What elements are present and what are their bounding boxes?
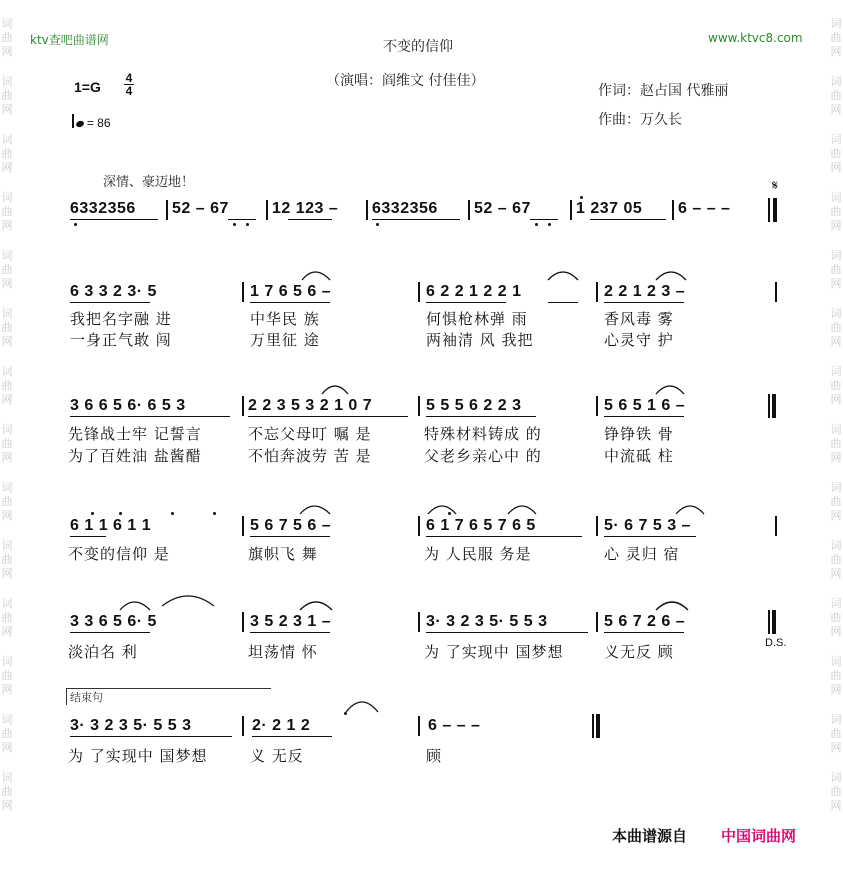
high-octave-dot xyxy=(448,512,451,515)
watermark-char: 曲 xyxy=(1,89,13,102)
slur xyxy=(300,506,330,514)
watermark-char: 词 xyxy=(830,249,842,262)
beam xyxy=(604,632,684,633)
final-barline-thin xyxy=(592,714,594,738)
watermark-char: 词 xyxy=(1,365,13,378)
beam xyxy=(372,219,460,220)
beam xyxy=(70,736,232,737)
watermark-char: 网 xyxy=(830,567,842,580)
watermark-char: 词 xyxy=(1,133,13,146)
slur xyxy=(302,272,330,280)
watermark-char: 曲 xyxy=(1,321,13,334)
barline xyxy=(242,716,244,736)
slur xyxy=(508,506,536,514)
barline xyxy=(468,200,470,220)
da-segno-marking: D.S. xyxy=(765,637,787,649)
right-watermark-strip xyxy=(829,0,843,873)
row-3-lyric1-0: 不变的信仰 是 xyxy=(68,545,170,563)
final-barline xyxy=(596,714,600,738)
watermark-char: 曲 xyxy=(1,31,13,44)
watermark-char: 词 xyxy=(1,713,13,726)
watermark-char: 曲 xyxy=(1,785,13,798)
watermark-char: 曲 xyxy=(830,437,842,450)
barline xyxy=(266,200,268,220)
composer: 作曲：万久长 xyxy=(598,112,682,128)
watermark-char: 网 xyxy=(1,567,13,580)
watermark-char: 曲 xyxy=(1,437,13,450)
barline xyxy=(570,200,572,220)
watermark-char: 词 xyxy=(1,307,13,320)
beam xyxy=(252,736,332,737)
watermark-char: 曲 xyxy=(830,379,842,392)
row-2-lyric2-2: 父老乡亲心中 的 xyxy=(424,447,542,465)
watermark-char: 曲 xyxy=(1,669,13,682)
row-1-lyric1-1: 中华民 族 xyxy=(250,310,320,328)
watermark-char: 词 xyxy=(830,307,842,320)
tempo-value: = 86 xyxy=(86,116,111,130)
row-1-lyric2-2: 两袖清 风 我把 xyxy=(426,331,534,349)
watermark-char: 网 xyxy=(830,103,842,116)
song-title: 不变的信仰 xyxy=(383,39,453,55)
slur xyxy=(656,602,688,610)
row-0-bar-3: 6332356 xyxy=(372,200,438,217)
row-2-lyric1-2: 特殊材料铸成 的 xyxy=(424,425,542,443)
barline xyxy=(242,282,244,302)
beam xyxy=(228,219,256,220)
watermark-char: 曲 xyxy=(1,611,13,624)
watermark-char: 网 xyxy=(1,741,13,754)
watermark-char: 曲 xyxy=(830,147,842,160)
barline xyxy=(418,716,420,736)
row-3-lyric1-2: 为 人民服 务是 xyxy=(424,545,532,563)
beam xyxy=(548,302,578,303)
high-octave-dot xyxy=(213,512,216,515)
watermark-char: 网 xyxy=(1,509,13,522)
watermark-char: 词 xyxy=(1,655,13,668)
watermark-char: 曲 xyxy=(830,321,842,334)
watermark-char: 词 xyxy=(830,17,842,30)
watermark-char: 曲 xyxy=(1,205,13,218)
barline xyxy=(672,200,674,220)
watermark-char: 曲 xyxy=(830,785,842,798)
repeat-barline xyxy=(768,394,770,418)
watermark-char: 词 xyxy=(830,481,842,494)
watermark-char: 网 xyxy=(830,509,842,522)
watermark-char: 网 xyxy=(1,625,13,638)
lyricist: 作词：赵占国 代雅丽 xyxy=(598,83,729,99)
watermark-char: 词 xyxy=(830,771,842,784)
watermark-char: 词 xyxy=(830,133,842,146)
watermark-char: 网 xyxy=(1,683,13,696)
watermark-char: 词 xyxy=(1,191,13,204)
watermark-char: 网 xyxy=(830,741,842,754)
watermark-char: 网 xyxy=(1,103,13,116)
row-0-bar-1: 52 – 67 xyxy=(172,200,229,217)
repeat-barline xyxy=(768,610,770,634)
beam xyxy=(70,219,158,220)
slur xyxy=(346,702,378,712)
watermark-char: 网 xyxy=(1,161,13,174)
slur xyxy=(656,386,684,394)
watermark-char: 曲 xyxy=(1,379,13,392)
row-4-lyric1-3: 义无反 顾 xyxy=(604,643,674,661)
row-5-bar-1: 2· 2 1 2 xyxy=(252,717,311,734)
watermark-char: 词 xyxy=(1,423,13,436)
watermark-char: 曲 xyxy=(830,495,842,508)
watermark-char: 曲 xyxy=(1,147,13,160)
low-octave-dot xyxy=(246,223,249,226)
high-octave-dot xyxy=(119,512,122,515)
slur xyxy=(548,272,578,280)
row-0-bar-5: 1 237 05 xyxy=(576,200,643,217)
beam xyxy=(590,219,666,220)
ending-label: 结束句 xyxy=(70,691,103,704)
repeat-barline-thick xyxy=(772,394,776,418)
barline xyxy=(596,516,598,536)
watermark-char: 曲 xyxy=(1,727,13,740)
row-2-lyric2-0: 为了百姓油 盐酱醋 xyxy=(68,447,202,465)
beam xyxy=(604,536,696,537)
watermark-char: 网 xyxy=(830,161,842,174)
barline xyxy=(418,612,420,632)
row-2-bar-3: 5 6 5 1 6 – xyxy=(604,397,686,414)
row-2-bar-2: 5 5 5 6 2 2 3 xyxy=(426,397,522,414)
watermark-char: 网 xyxy=(830,799,842,812)
row-5-bar-2: 6 – – – xyxy=(428,717,481,734)
high-octave-dot xyxy=(171,512,174,515)
beam xyxy=(604,302,684,303)
quarter-note-stem-icon xyxy=(72,114,74,128)
row-0-bar-0: 6332356 xyxy=(70,200,136,217)
row-0-bar-6: 6 – – – xyxy=(678,200,731,217)
high-octave-dot xyxy=(580,196,583,199)
row-1-lyric2-3: 心灵守 护 xyxy=(604,331,674,349)
watermark-char: 网 xyxy=(1,393,13,406)
beam xyxy=(426,632,588,633)
row-4-lyric1-1: 坦荡情 怀 xyxy=(248,643,318,661)
row-5-lyric1-2: 顾 xyxy=(426,747,443,765)
quarter-note-icon xyxy=(75,120,85,128)
tempo-marking xyxy=(72,114,111,130)
watermark-char: 曲 xyxy=(830,611,842,624)
meter-bottom: 4 xyxy=(125,84,133,98)
row-1-lyric1-3: 香风毒 雾 xyxy=(604,310,674,328)
meter-top: 4 xyxy=(125,71,133,85)
barline xyxy=(366,200,368,220)
barline xyxy=(418,282,420,302)
row-4-lyric1-0: 淡泊名 利 xyxy=(68,643,138,661)
watermark-char: 网 xyxy=(1,277,13,290)
row-2-lyric1-0: 先锋战士牢 记誓言 xyxy=(68,425,202,443)
row-2-lyric1-3: 铮铮铁 骨 xyxy=(604,425,674,443)
slur xyxy=(676,506,704,514)
slur xyxy=(162,596,214,606)
watermark-char: 词 xyxy=(830,191,842,204)
row-1-lyric1-2: 何惧枪林弹 雨 xyxy=(426,310,528,328)
barline xyxy=(775,282,777,302)
repeat-barline-thick xyxy=(772,610,776,634)
watermark-char: 词 xyxy=(1,539,13,552)
beam xyxy=(288,219,332,220)
watermark-char: 词 xyxy=(1,249,13,262)
watermark-char: 网 xyxy=(1,799,13,812)
row-3-bar-2: 6 1 7 6 5 7 6 5 xyxy=(426,517,536,534)
barline xyxy=(596,396,598,416)
beam xyxy=(604,416,684,417)
barline xyxy=(418,516,420,536)
beam xyxy=(426,416,536,417)
low-octave-dot xyxy=(548,223,551,226)
row-1-bar-2: 6 2 2 1 2 2 1 xyxy=(426,283,522,300)
row-1-lyric2-0: 一身正气敢 闯 xyxy=(70,331,172,349)
barline xyxy=(166,200,168,220)
watermark-char: 词 xyxy=(830,539,842,552)
slur xyxy=(656,272,686,280)
slur xyxy=(322,386,348,394)
site-link-right[interactable]: www.ktvc8.com xyxy=(708,31,803,45)
expression-marking: 深情、豪迈地！ xyxy=(103,175,195,190)
watermark-char: 网 xyxy=(1,45,13,58)
key-signature: 1=G xyxy=(74,79,101,95)
watermark-char: 网 xyxy=(830,451,842,464)
watermark-char: 词 xyxy=(1,75,13,88)
barline xyxy=(775,516,777,536)
row-3-bar-1: 5 6 7 5 6 – xyxy=(250,517,332,534)
slur xyxy=(300,602,332,610)
row-1-lyric2-1: 万里征 途 xyxy=(250,331,320,349)
footer-source-label: 本曲谱源自 xyxy=(612,827,688,845)
row-4-bar-1: 3 5 2 3 1 – xyxy=(250,613,332,630)
watermark-char: 曲 xyxy=(830,727,842,740)
beam xyxy=(70,416,230,417)
watermark-char: 曲 xyxy=(830,669,842,682)
watermark-char: 网 xyxy=(1,335,13,348)
left-watermark-strip xyxy=(0,0,14,873)
watermark-char: 曲 xyxy=(830,89,842,102)
watermark-char: 曲 xyxy=(1,263,13,276)
time-signature xyxy=(122,72,136,97)
beam xyxy=(70,302,150,303)
watermark-char: 曲 xyxy=(830,31,842,44)
watermark-char: 词 xyxy=(1,481,13,494)
watermark-char: 词 xyxy=(830,597,842,610)
watermark-char: 网 xyxy=(830,335,842,348)
row-1-bar-1: 1 7 6 5 6 – xyxy=(250,283,332,300)
low-octave-dot xyxy=(535,223,538,226)
beam xyxy=(250,632,330,633)
row-5-lyric1-1: 义 无反 xyxy=(250,747,304,765)
row-2-bar-0: 3 6 6 5 6· 6 5 3 xyxy=(70,397,186,414)
watermark-char: 网 xyxy=(1,219,13,232)
watermark-char: 词 xyxy=(830,365,842,378)
row-3-bar-3: 5· 6 7 5 3 – xyxy=(604,517,691,534)
watermark-char: 网 xyxy=(830,625,842,638)
beam xyxy=(70,632,150,633)
beam xyxy=(530,219,558,220)
segno-icon: 𝄋 xyxy=(772,178,779,194)
low-octave-dot xyxy=(233,223,236,226)
watermark-char: 词 xyxy=(1,771,13,784)
watermark-char: 网 xyxy=(1,451,13,464)
watermark-char: 词 xyxy=(830,713,842,726)
row-5-bar-0: 3· 3 2 3 5· 5 5 3 xyxy=(70,717,192,734)
barline xyxy=(242,516,244,536)
row-2-lyric2-1: 不怕奔波劳 苦 是 xyxy=(248,447,372,465)
row-2-lyric2-3: 中流砥 柱 xyxy=(604,447,674,465)
high-octave-dot xyxy=(91,512,94,515)
row-4-lyric1-2: 为 了实现中 国梦想 xyxy=(424,643,564,661)
watermark-char: 曲 xyxy=(830,263,842,276)
row-0-bar-2: 12 123 – xyxy=(272,200,339,217)
beam xyxy=(426,302,506,303)
row-3-bar-0: 6 1 1 6 1 1 xyxy=(70,517,152,534)
watermark-char: 词 xyxy=(830,423,842,436)
performers: （演唱：阎维文 付佳佳） xyxy=(326,73,485,89)
low-octave-dot xyxy=(376,223,379,226)
row-1-bar-0: 6 3 3 2 3· 5 xyxy=(70,283,157,300)
beam xyxy=(248,416,408,417)
beam xyxy=(70,536,106,537)
slur xyxy=(120,602,150,610)
row-5-lyric1-0: 为 了实现中 国梦想 xyxy=(68,747,208,765)
footer-source-site[interactable]: 中国词曲网 xyxy=(721,827,797,845)
beam xyxy=(426,536,582,537)
row-0-bar-4: 52 – 67 xyxy=(474,200,531,217)
barline xyxy=(596,282,598,302)
watermark-char: 曲 xyxy=(1,553,13,566)
watermark-char: 曲 xyxy=(830,553,842,566)
row-3-lyric1-3: 心 灵归 宿 xyxy=(604,545,680,563)
barline xyxy=(596,612,598,632)
low-octave-dot xyxy=(74,223,77,226)
barline xyxy=(768,198,770,222)
row-4-bar-0: 3 3 6 5 6· 5 xyxy=(70,613,157,630)
barline xyxy=(242,396,244,416)
watermark-char: 曲 xyxy=(1,495,13,508)
watermark-char: 网 xyxy=(830,393,842,406)
row-4-bar-3: 5 6 7 2 6 – xyxy=(604,613,686,630)
barline xyxy=(242,612,244,632)
watermark-char: 词 xyxy=(1,17,13,30)
watermark-char: 网 xyxy=(830,45,842,58)
row-1-lyric1-0: 我把名字融 进 xyxy=(70,310,172,328)
row-4-bar-2: 3· 3 2 3 5· 5 5 3 xyxy=(426,613,548,630)
watermark-char: 网 xyxy=(830,219,842,232)
watermark-char: 网 xyxy=(830,683,842,696)
row-1-bar-3: 2 2 1 2 3 – xyxy=(604,283,686,300)
final-barline xyxy=(773,198,777,222)
watermark-char: 曲 xyxy=(830,205,842,218)
high-octave-dot xyxy=(344,712,347,715)
watermark-char: 网 xyxy=(830,277,842,290)
slur xyxy=(428,506,456,514)
watermark-char: 词 xyxy=(830,75,842,88)
beam xyxy=(250,536,330,537)
barline xyxy=(418,396,420,416)
row-2-lyric1-1: 不忘父母叮 嘱 是 xyxy=(248,425,372,443)
row-2-bar-1: 2 2 3 5 3 2 1 0 7 xyxy=(248,397,373,414)
watermark-char: 词 xyxy=(830,655,842,668)
site-link-left[interactable]: ktv查吧曲谱网 xyxy=(30,33,109,47)
watermark-char: 词 xyxy=(1,597,13,610)
beam xyxy=(250,302,330,303)
row-3-lyric1-1: 旗帜飞 舞 xyxy=(248,545,318,563)
